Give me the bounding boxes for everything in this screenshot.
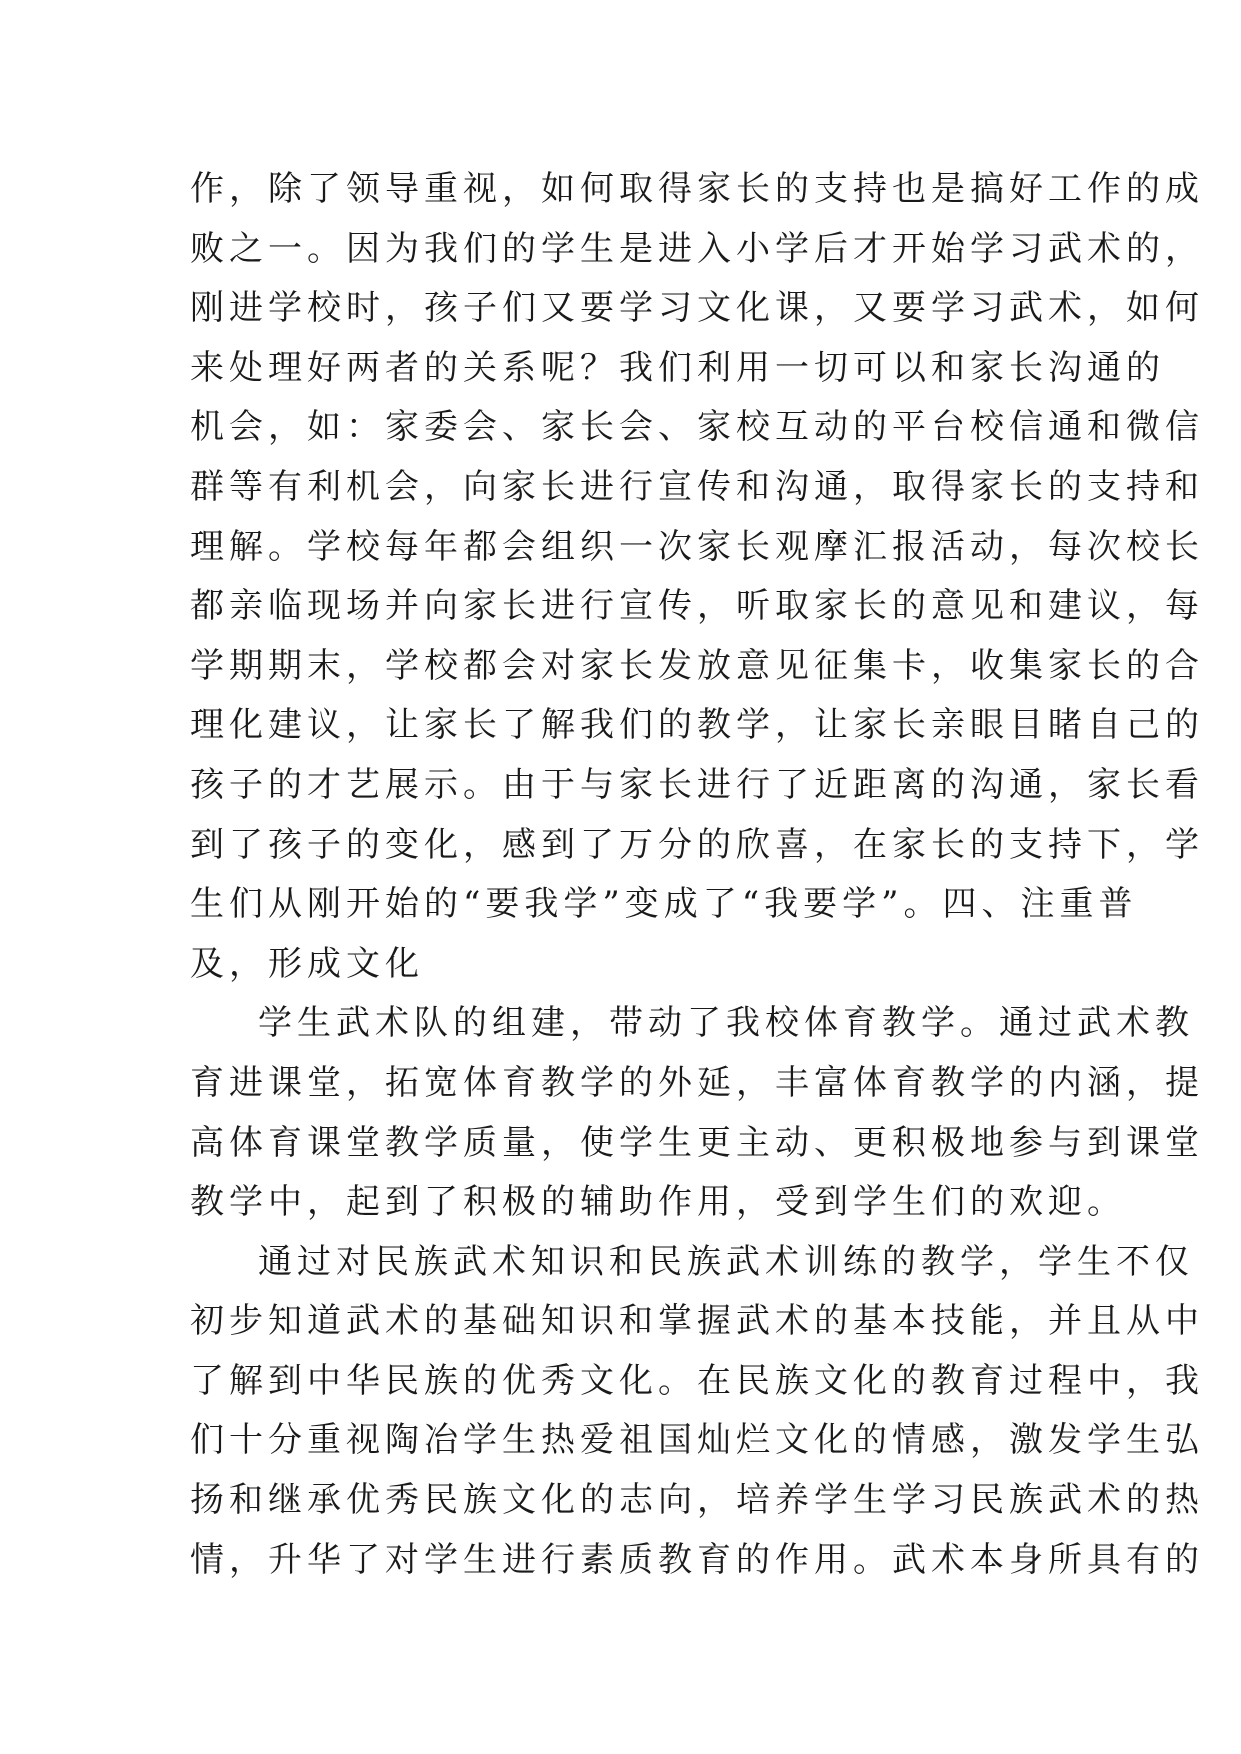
- text-line: 刚进学校时，孩子们又要学习文化课，又要学习武术，如何: [190, 288, 1204, 329]
- text-line: 高体育课堂教学质量，使学生更主动、更积极地参与到课堂: [190, 1122, 1204, 1163]
- text-line: 机会，如：家委会、家长会、家校互动的平台校信通和微信: [190, 407, 1204, 448]
- text-line: 到了孩子的变化，感到了万分的欣喜，在家长的支持下，学: [190, 824, 1204, 865]
- text-line: 败之一。因为我们的学生是进入小学后才开始学习武术的，: [190, 228, 1204, 269]
- text-line: 了解到中华民族的优秀文化。在民族文化的教育过程中，我: [190, 1360, 1204, 1401]
- text-line: 育进课堂，拓宽体育教学的外延，丰富体育教学的内涵，提: [190, 1062, 1204, 1103]
- text-line: 们十分重视陶冶学生热爱祖国灿烂文化的情感，激发学生弘: [190, 1420, 1204, 1461]
- text-line: 来处理好两者的关系呢？我们利用一切可以和家长沟通的: [190, 347, 1165, 388]
- paragraph-1: [190, 160, 1204, 994]
- text-line: 及，形成文化: [190, 943, 424, 984]
- text-line-indented: 通过对民族武术知识和民族武术训练的教学，学生不仅: [258, 1241, 1194, 1282]
- text-line: 作，除了领导重视，如何取得家长的支持也是搞好工作的成: [190, 169, 1204, 209]
- text-line: 孩子的才艺展示。由于与家长进行了近距离的沟通，家长看: [190, 764, 1204, 805]
- text-line: 理化建议，让家长了解我们的教学，让家长亲眼目睹自己的: [190, 705, 1204, 746]
- text-line: 生们从刚开始的“要我学”变成了“我要学”。四、注重普: [190, 884, 1138, 925]
- body-text: [190, 160, 1204, 1590]
- text-line: 情，升华了对学生进行素质教育的作用。武术本身所具有的: [190, 1539, 1204, 1580]
- text-line-indented: 学生武术队的组建，带动了我校体育教学。通过武术教: [258, 1003, 1194, 1044]
- text-line: 理解。学校每年都会组织一次家长观摩汇报活动，每次校长: [190, 526, 1204, 567]
- text-line: 初步知道武术的基础知识和掌握武术的基本技能，并且从中: [190, 1301, 1204, 1342]
- text-line: 扬和继承优秀民族文化的志向，培养学生学习民族武术的热: [190, 1480, 1204, 1521]
- text-line: 都亲临现场并向家长进行宣传，听取家长的意见和建议，每: [190, 586, 1204, 627]
- text-line: 教学中，起到了积极的辅助作用，受到学生们的欢迎。: [190, 1182, 1126, 1223]
- paragraph-3: [190, 1233, 1204, 1591]
- paragraph-2: [190, 994, 1204, 1232]
- text-line: 学期期末，学校都会对家长发放意见征集卡，收集家长的合: [190, 645, 1204, 686]
- text-line: 群等有利机会，向家长进行宣传和沟通，取得家长的支持和: [190, 466, 1204, 507]
